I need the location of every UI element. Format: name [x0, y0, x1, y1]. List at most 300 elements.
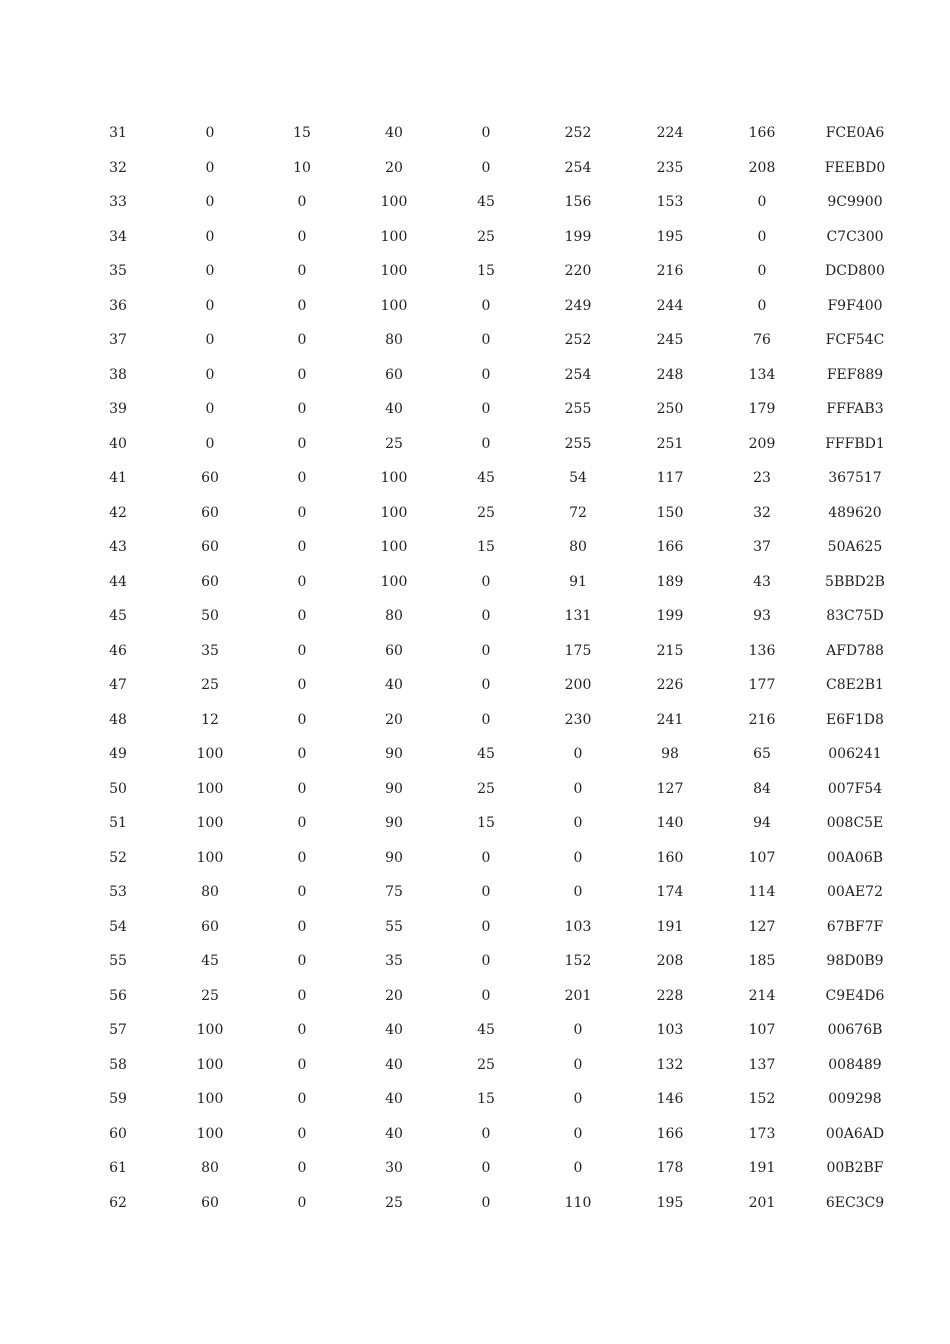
- row-index-cell: 57: [109, 1022, 127, 1038]
- table-row: [72, 151, 902, 186]
- hex-code-cell: 00A6AD: [825, 1125, 885, 1142]
- blue-cell: 114: [748, 884, 776, 900]
- magenta-cell: 0: [297, 1091, 307, 1107]
- yellow-cell: 100: [380, 573, 408, 590]
- row-index-cell: 58: [109, 1056, 127, 1073]
- row-index-cell: 32: [109, 159, 127, 176]
- row-index-cell: 35: [109, 263, 127, 279]
- blue-cell: 127: [748, 918, 776, 935]
- black-cell: 0: [481, 1160, 491, 1176]
- yellow-cell: 100: [380, 539, 408, 555]
- magenta-cell: 0: [297, 746, 307, 762]
- blue-cell: 201: [748, 1194, 776, 1211]
- yellow-cell: 40: [385, 1056, 403, 1073]
- black-cell: 0: [481, 401, 491, 417]
- magenta-cell: 0: [297, 539, 307, 555]
- hex-code-cell: 489620: [828, 504, 882, 521]
- black-cell: 0: [481, 1194, 491, 1211]
- table-row: [72, 944, 902, 979]
- red-cell: 0: [573, 746, 583, 762]
- red-cell: 249: [564, 297, 592, 314]
- magenta-cell: 0: [297, 849, 307, 866]
- hex-code-cell: 67BF7F: [826, 918, 884, 935]
- red-cell: 0: [573, 815, 583, 831]
- hex-code-cell: FEF889: [826, 366, 884, 383]
- green-cell: 150: [656, 504, 684, 521]
- green-cell: 146: [656, 1091, 684, 1107]
- hex-code-cell: C9E4D6: [825, 987, 885, 1004]
- green-cell: 244: [656, 297, 684, 314]
- row-index-cell: 61: [109, 1160, 127, 1176]
- black-cell: 0: [481, 918, 491, 935]
- blue-cell: 137: [748, 1056, 776, 1073]
- row-index-cell: 46: [109, 642, 127, 659]
- black-cell: 15: [477, 1091, 495, 1107]
- red-cell: 230: [564, 711, 592, 728]
- magenta-cell: 0: [297, 1194, 307, 1211]
- magenta-cell: 0: [297, 1056, 307, 1073]
- blue-cell: 209: [748, 435, 776, 452]
- row-index-cell: 41: [109, 470, 127, 486]
- table-row: [72, 116, 902, 151]
- hex-code-cell: F9F400: [827, 297, 883, 314]
- yellow-cell: 60: [385, 366, 403, 383]
- row-index-cell: 37: [109, 332, 127, 348]
- hex-code-cell: 00A06B: [826, 849, 884, 866]
- cyan-cell: 0: [205, 401, 215, 417]
- magenta-cell: 0: [297, 573, 307, 590]
- magenta-cell: 0: [297, 435, 307, 452]
- blue-cell: 37: [753, 539, 771, 555]
- black-cell: 0: [481, 159, 491, 176]
- blue-cell: 32: [753, 504, 771, 521]
- yellow-cell: 80: [385, 332, 403, 348]
- black-cell: 0: [481, 711, 491, 728]
- magenta-cell: 0: [297, 815, 307, 831]
- green-cell: 250: [656, 401, 684, 417]
- blue-cell: 107: [748, 849, 776, 866]
- blue-cell: 177: [748, 677, 776, 693]
- red-cell: 0: [573, 1022, 583, 1038]
- blue-cell: 179: [748, 401, 776, 417]
- green-cell: 98: [661, 746, 679, 762]
- black-cell: 25: [477, 1056, 495, 1073]
- black-cell: 15: [477, 815, 495, 831]
- red-cell: 255: [564, 401, 592, 417]
- black-cell: 0: [481, 677, 491, 693]
- green-cell: 195: [656, 228, 684, 245]
- green-cell: 117: [656, 470, 684, 486]
- hex-code-cell: FFFBD1: [825, 435, 885, 452]
- hex-code-cell: 009298: [828, 1091, 882, 1107]
- red-cell: 0: [573, 1056, 583, 1073]
- black-cell: 0: [481, 332, 491, 348]
- magenta-cell: 0: [297, 918, 307, 935]
- green-cell: 228: [656, 987, 684, 1004]
- yellow-cell: 25: [385, 1194, 403, 1211]
- cyan-cell: 50: [201, 608, 219, 624]
- cyan-cell: 60: [201, 573, 219, 590]
- hex-code-cell: 98D0B9: [826, 953, 884, 969]
- red-cell: 80: [569, 539, 587, 555]
- cyan-cell: 100: [196, 1125, 224, 1142]
- blue-cell: 166: [748, 125, 776, 141]
- hex-code-cell: 007F54: [827, 780, 883, 797]
- table-row: [72, 358, 902, 393]
- table-row: [72, 703, 902, 738]
- green-cell: 208: [656, 953, 684, 969]
- red-cell: 255: [564, 435, 592, 452]
- magenta-cell: 0: [297, 711, 307, 728]
- red-cell: 201: [564, 987, 592, 1004]
- red-cell: 0: [573, 884, 583, 900]
- red-cell: 254: [564, 366, 592, 383]
- yellow-cell: 100: [380, 470, 408, 486]
- color-values-table: [72, 116, 902, 1220]
- green-cell: 140: [656, 815, 684, 831]
- red-cell: 220: [564, 263, 592, 279]
- hex-code-cell: 008489: [828, 1056, 882, 1073]
- table-row: [72, 806, 902, 841]
- blue-cell: 107: [748, 1022, 776, 1038]
- cyan-cell: 100: [196, 1091, 224, 1107]
- yellow-cell: 40: [385, 1022, 403, 1038]
- yellow-cell: 20: [385, 711, 403, 728]
- magenta-cell: 0: [297, 401, 307, 417]
- row-index-cell: 60: [109, 1125, 127, 1142]
- cyan-cell: 60: [201, 539, 219, 555]
- hex-code-cell: FCE0A6: [825, 125, 885, 141]
- magenta-cell: 0: [297, 953, 307, 969]
- green-cell: 245: [656, 332, 684, 348]
- cyan-cell: 0: [205, 125, 215, 141]
- red-cell: 103: [564, 918, 592, 935]
- green-cell: 215: [656, 642, 684, 659]
- blue-cell: 191: [748, 1160, 776, 1176]
- blue-cell: 134: [748, 366, 776, 383]
- hex-code-cell: FFFAB3: [826, 401, 884, 417]
- yellow-cell: 100: [380, 297, 408, 314]
- blue-cell: 0: [757, 263, 767, 279]
- row-index-cell: 48: [109, 711, 127, 728]
- yellow-cell: 40: [385, 1125, 403, 1142]
- yellow-cell: 25: [385, 435, 403, 452]
- magenta-cell: 0: [297, 1125, 307, 1142]
- row-index-cell: 59: [109, 1091, 127, 1107]
- magenta-cell: 0: [297, 228, 307, 245]
- table-row: [72, 461, 902, 496]
- table-body: [72, 116, 902, 1220]
- yellow-cell: 100: [380, 194, 408, 210]
- cyan-cell: 0: [205, 435, 215, 452]
- table-row: [72, 841, 902, 876]
- table-row: [72, 530, 902, 565]
- yellow-cell: 40: [385, 677, 403, 693]
- hex-code-cell: 367517: [828, 470, 882, 486]
- table-row: [72, 1048, 902, 1083]
- blue-cell: 94: [753, 815, 771, 831]
- table-row: [72, 910, 902, 945]
- magenta-cell: 0: [297, 263, 307, 279]
- red-cell: 254: [564, 159, 592, 176]
- black-cell: 0: [481, 642, 491, 659]
- black-cell: 0: [481, 125, 491, 141]
- table-row: [72, 979, 902, 1014]
- blue-cell: 65: [753, 746, 771, 762]
- blue-cell: 93: [753, 608, 771, 624]
- cyan-cell: 35: [201, 642, 219, 659]
- yellow-cell: 20: [385, 159, 403, 176]
- yellow-cell: 40: [385, 125, 403, 141]
- green-cell: 235: [656, 159, 684, 176]
- green-cell: 251: [656, 435, 684, 452]
- row-index-cell: 50: [109, 780, 127, 797]
- hex-code-cell: E6F1D8: [826, 711, 884, 728]
- yellow-cell: 40: [385, 1091, 403, 1107]
- cyan-cell: 60: [201, 470, 219, 486]
- green-cell: 195: [656, 1194, 684, 1211]
- row-index-cell: 55: [109, 953, 127, 969]
- red-cell: 0: [573, 780, 583, 797]
- blue-cell: 152: [748, 1091, 776, 1107]
- cyan-cell: 0: [205, 263, 215, 279]
- table-row: [72, 323, 902, 358]
- blue-cell: 208: [748, 159, 776, 176]
- black-cell: 25: [477, 228, 495, 245]
- green-cell: 189: [656, 573, 684, 590]
- black-cell: 0: [481, 573, 491, 590]
- cyan-cell: 80: [201, 1160, 219, 1176]
- row-index-cell: 39: [109, 401, 127, 417]
- cyan-cell: 0: [205, 228, 215, 245]
- black-cell: 0: [481, 435, 491, 452]
- table-row: [72, 1013, 902, 1048]
- red-cell: 152: [564, 953, 592, 969]
- green-cell: 224: [656, 125, 684, 141]
- hex-code-cell: C7C300: [826, 228, 884, 245]
- red-cell: 200: [564, 677, 592, 693]
- yellow-cell: 20: [385, 987, 403, 1004]
- magenta-cell: 0: [297, 470, 307, 486]
- yellow-cell: 100: [380, 504, 408, 521]
- red-cell: 54: [569, 470, 587, 486]
- row-index-cell: 36: [109, 297, 127, 314]
- row-index-cell: 45: [109, 608, 127, 624]
- yellow-cell: 90: [385, 780, 403, 797]
- row-index-cell: 40: [109, 435, 127, 452]
- table-row: [72, 496, 902, 531]
- black-cell: 45: [477, 1022, 495, 1038]
- cyan-cell: 60: [201, 918, 219, 935]
- green-cell: 132: [656, 1056, 684, 1073]
- hex-code-cell: 00676B: [827, 1022, 883, 1038]
- table-row: [72, 254, 902, 289]
- yellow-cell: 100: [380, 228, 408, 245]
- green-cell: 166: [656, 539, 684, 555]
- row-index-cell: 53: [109, 884, 127, 900]
- green-cell: 216: [656, 263, 684, 279]
- hex-code-cell: DCD800: [825, 263, 885, 279]
- green-cell: 174: [656, 884, 684, 900]
- blue-cell: 76: [753, 332, 771, 348]
- row-index-cell: 49: [109, 746, 127, 762]
- black-cell: 0: [481, 1125, 491, 1142]
- cyan-cell: 0: [205, 159, 215, 176]
- magenta-cell: 0: [297, 194, 307, 210]
- black-cell: 0: [481, 884, 491, 900]
- magenta-cell: 0: [297, 504, 307, 521]
- green-cell: 160: [656, 849, 684, 866]
- blue-cell: 0: [757, 297, 767, 314]
- hex-code-cell: 5BBD2B: [825, 573, 885, 590]
- cyan-cell: 100: [196, 849, 224, 866]
- magenta-cell: 15: [293, 125, 311, 141]
- red-cell: 0: [573, 1091, 583, 1107]
- table-row: [72, 634, 902, 669]
- magenta-cell: 0: [297, 884, 307, 900]
- yellow-cell: 30: [385, 1160, 403, 1176]
- table-row: [72, 289, 902, 324]
- row-index-cell: 44: [109, 573, 127, 590]
- cyan-cell: 80: [201, 884, 219, 900]
- cyan-cell: 100: [196, 746, 224, 762]
- magenta-cell: 0: [297, 677, 307, 693]
- table-row: [72, 565, 902, 600]
- magenta-cell: 0: [297, 987, 307, 1004]
- blue-cell: 216: [748, 711, 776, 728]
- red-cell: 252: [564, 125, 592, 141]
- green-cell: 178: [656, 1160, 684, 1176]
- table-row: [72, 875, 902, 910]
- blue-cell: 136: [748, 642, 776, 659]
- black-cell: 45: [477, 194, 495, 210]
- hex-code-cell: 008C5E: [826, 815, 884, 831]
- table-row: [72, 1186, 902, 1221]
- magenta-cell: 0: [297, 608, 307, 624]
- cyan-cell: 45: [201, 953, 219, 969]
- magenta-cell: 0: [297, 332, 307, 348]
- cyan-cell: 0: [205, 194, 215, 210]
- row-index-cell: 54: [109, 918, 127, 935]
- row-index-cell: 33: [109, 194, 127, 210]
- green-cell: 199: [656, 608, 684, 624]
- blue-cell: 23: [753, 470, 771, 486]
- blue-cell: 185: [748, 953, 776, 969]
- row-index-cell: 56: [109, 987, 127, 1004]
- table-row: [72, 599, 902, 634]
- blue-cell: 173: [748, 1125, 776, 1142]
- hex-code-cell: 9C9900: [827, 194, 883, 210]
- row-index-cell: 47: [109, 677, 127, 693]
- red-cell: 0: [573, 849, 583, 866]
- hex-code-cell: 6EC3C9: [825, 1194, 885, 1211]
- table-row: [72, 1117, 902, 1152]
- hex-code-cell: FCF54C: [825, 332, 885, 348]
- cyan-cell: 100: [196, 1056, 224, 1073]
- green-cell: 248: [656, 366, 684, 383]
- black-cell: 0: [481, 608, 491, 624]
- cyan-cell: 0: [205, 366, 215, 383]
- green-cell: 166: [656, 1125, 684, 1142]
- blue-cell: 0: [757, 228, 767, 245]
- yellow-cell: 75: [385, 884, 403, 900]
- row-index-cell: 43: [109, 539, 127, 555]
- green-cell: 153: [656, 194, 684, 210]
- red-cell: 91: [569, 573, 587, 590]
- magenta-cell: 0: [297, 366, 307, 383]
- black-cell: 25: [477, 504, 495, 521]
- hex-code-cell: C8E2B1: [826, 677, 884, 693]
- row-index-cell: 51: [109, 815, 127, 831]
- table-row: [72, 1082, 902, 1117]
- red-cell: 252: [564, 332, 592, 348]
- green-cell: 226: [656, 677, 684, 693]
- black-cell: 0: [481, 953, 491, 969]
- magenta-cell: 0: [297, 642, 307, 659]
- cyan-cell: 60: [201, 1194, 219, 1211]
- black-cell: 0: [481, 849, 491, 866]
- red-cell: 156: [564, 194, 592, 210]
- magenta-cell: 0: [297, 1022, 307, 1038]
- black-cell: 15: [477, 263, 495, 279]
- black-cell: 25: [477, 780, 495, 797]
- red-cell: 199: [564, 228, 592, 245]
- yellow-cell: 100: [380, 263, 408, 279]
- green-cell: 191: [656, 918, 684, 935]
- yellow-cell: 60: [385, 642, 403, 659]
- table-row: [72, 392, 902, 427]
- row-index-cell: 62: [109, 1194, 127, 1211]
- table-row: [72, 668, 902, 703]
- cyan-cell: 0: [205, 332, 215, 348]
- hex-code-cell: 00AE72: [827, 884, 883, 900]
- yellow-cell: 90: [385, 849, 403, 866]
- yellow-cell: 80: [385, 608, 403, 624]
- cyan-cell: 25: [201, 987, 219, 1004]
- yellow-cell: 55: [385, 918, 403, 935]
- row-index-cell: 52: [109, 849, 127, 866]
- cyan-cell: 12: [201, 711, 219, 728]
- cyan-cell: 25: [201, 677, 219, 693]
- hex-code-cell: 006241: [828, 746, 882, 762]
- red-cell: 0: [573, 1125, 583, 1142]
- table-row: [72, 220, 902, 255]
- table-row: [72, 772, 902, 807]
- hex-code-cell: 00B2BF: [826, 1160, 884, 1176]
- red-cell: 0: [573, 1160, 583, 1176]
- magenta-cell: 0: [297, 780, 307, 797]
- red-cell: 72: [569, 504, 587, 521]
- hex-code-cell: 50A625: [827, 539, 883, 555]
- row-index-cell: 34: [109, 228, 127, 245]
- blue-cell: 43: [753, 573, 771, 590]
- yellow-cell: 35: [385, 953, 403, 969]
- red-cell: 175: [564, 642, 592, 659]
- green-cell: 103: [656, 1022, 684, 1038]
- green-cell: 127: [656, 780, 684, 797]
- black-cell: 15: [477, 539, 495, 555]
- table-row: [72, 737, 902, 772]
- black-cell: 0: [481, 987, 491, 1004]
- red-cell: 110: [564, 1194, 592, 1211]
- cyan-cell: 60: [201, 504, 219, 521]
- cyan-cell: 0: [205, 297, 215, 314]
- table-row: [72, 185, 902, 220]
- hex-code-cell: AFD788: [826, 642, 884, 659]
- yellow-cell: 90: [385, 746, 403, 762]
- magenta-cell: 10: [293, 159, 311, 176]
- black-cell: 0: [481, 297, 491, 314]
